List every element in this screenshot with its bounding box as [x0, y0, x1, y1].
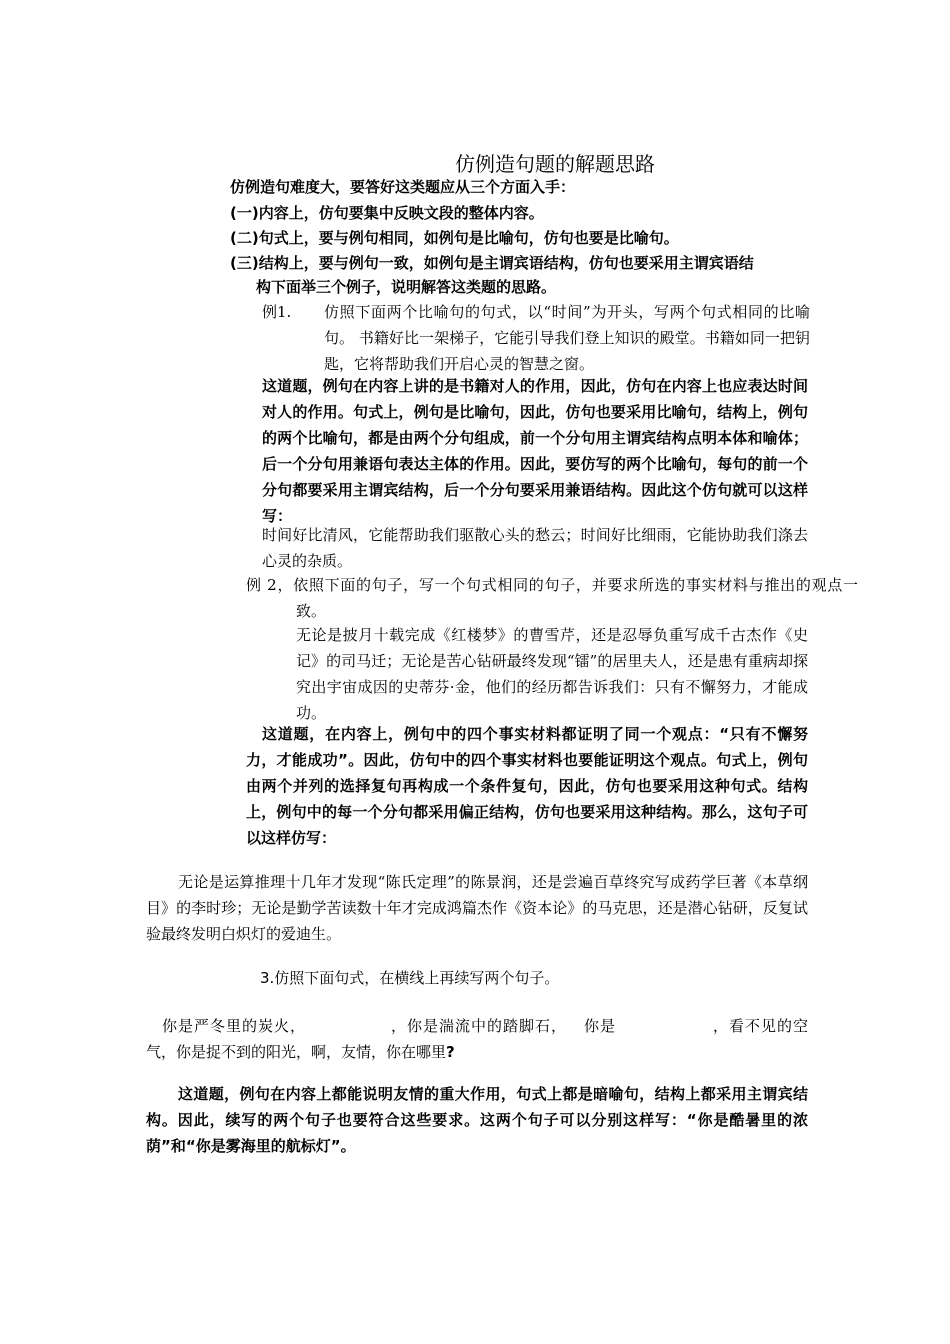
example1-number: 例1. [262, 303, 292, 321]
example3-text-part3: 你是 [582, 1017, 616, 1035]
point-sentence-pattern: (二)句式上，要与例句相同，如例句是比喻句，仿句也要是比喻句。 [230, 229, 679, 247]
example2-analysis: 这道题，在内容上，例句中的四个事实材料都证明了同一个观点：“只有不懈努力，才能成功”。因此，仿句中的四个事实材料也要能证明这个观点。句式上，例句由两个并列的选择复句再构成一个条件复句，因此，仿句也要采用这种句式。结构上，例句中的每一个分句都采用偏正结构，仿句也要采用这种结构。那么，这句子可以这样仿写： [246, 725, 808, 847]
example1-answer: 时间好比清风，它能帮助我们驱散心头的愁云；时间好比细雨，它能协助我们涤去心灵的杂质。 [262, 526, 808, 570]
example1-analysis: 这道题，例句在内容上讲的是书籍对人的作用，因此，仿句在内容上也应表达时间对人的作用。句式上，例句是比喻句，因此，仿句也要采用比喻句，结构上，例句的两个比喻句，都是由两个分句组成，前一个分句用主谓宾结构点明本体和喻体；后一个分句用兼语句表达主体的作用。因此，要仿写的两个比喻句，每句的前一个分句都要采用主谓宾结构，后一个分句要采用兼语结构。因此这个仿句就可以这样写： [262, 377, 808, 525]
example1-question-text: 仿照下面两个比喻句的句式，以“时间”为开头，写两个句式相同的比喻句。 书籍好比一架梯子，它能引导我们登上知识的殿堂。书籍如同一把钥匙，它将帮助我们开启心灵的智慧之窗。 [324, 303, 810, 373]
example3-analysis: 这道题，例句在内容上都能说明友情的重大作用，句式上都是暗喻句，结构上都采用主谓宾结构。因此，续写的两个句子也要符合这些要求。这两个句子可以分别这样写：“你是酷暑里的浓荫”和“你是雾海里的航标灯”。 [146, 1085, 808, 1155]
example3-text-part4: ，看不见的空气，你是捉不到的阳光，啊，友情，你在哪里 [146, 1017, 808, 1061]
point-structure: (三)结构上，要与例句一致，如例句是主谓宾语结构，仿句也要采用主谓宾语结 [230, 254, 754, 272]
example3-text [146, 1013, 808, 1065]
example1-question [262, 299, 810, 377]
example3-text-end: ? [446, 1043, 455, 1061]
intro-text: 仿例造句难度大，要答好这类题应从三个方面入手： [230, 178, 576, 196]
example3-text-part2: ，你是湍流中的踏脚石， [389, 1017, 567, 1035]
example2-passage: 无论是披月十载完成《红楼梦》的曹雪芹，还是忍辱负重写成千古杰作《史记》的司马迁；无论是苦心钻研最终发现“镭”的居里夫人，还是患有重病却探究出宇宙成因的史蒂芬·金，他们的经历都告诉我们：只有不懈努力，才能成功。 [296, 626, 808, 722]
examples-lead-in: 构下面举三个例子，说明解答这类题的思路。 [256, 278, 557, 296]
point-content: (一)内容上，仿句要集中反映文段的整体内容。 [230, 204, 544, 222]
example3-question: 3.仿照下面句式，在横线上再续写两个句子。 [260, 969, 560, 987]
page-title: 仿例造句题的解题思路 [455, 152, 655, 176]
example3-text-part1: 你是严冬里的炭火， [162, 1017, 306, 1035]
example2-answer: 无论是运算推理十几年才发现“陈氏定理”的陈景润，还是尝遍百草终究写成药学巨著《本草纲目》的李时珍；无论是勤学苦读数十年才完成鸿篇杰作《资本论》的马克思，还是潜心钻研，反复试验最终发明白炽灯的爱迪生。 [146, 873, 808, 943]
example2-question: 例 2，依照下面的句子，写一个句式相同的句子，并要求所选的事实材料与推出的观点一致。 [246, 576, 858, 620]
